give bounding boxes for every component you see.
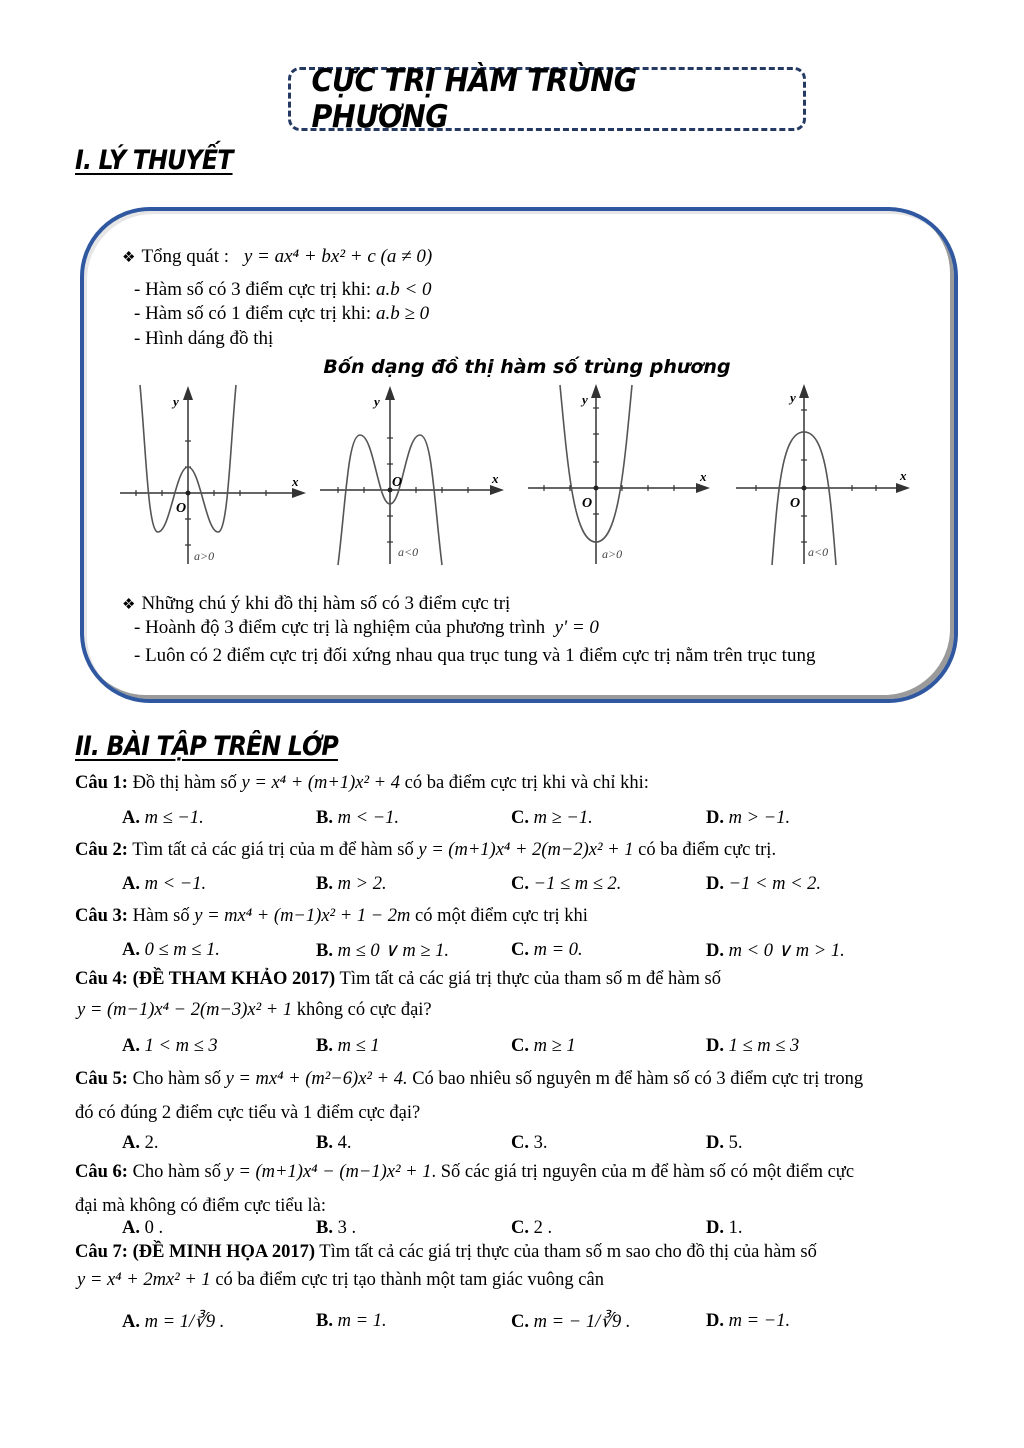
section1-heading: I. LÝ THUYẾT [75, 145, 233, 176]
graph-label: a>0 [194, 549, 215, 563]
option-7a[interactable]: A. m = 1/∛9 . [122, 1312, 225, 1332]
origin-label: O [392, 475, 403, 490]
y-arrow-icon [799, 384, 809, 398]
option-3b[interactable]: B. m ≤ 0 ∨ m ≥ 1. [316, 941, 450, 961]
question-source: (ĐỀ MINH HỌA 2017) [132, 1242, 315, 1262]
x-label: x [700, 469, 707, 484]
option-6b[interactable]: B. 3 . [316, 1218, 357, 1238]
option-7c[interactable]: C. m = − 1/∛9 . [511, 1312, 631, 1332]
y-arrow-icon [385, 386, 395, 400]
one-extremum-line: - Hàm số có 1 điểm cực trị khi: a.b ≥ 0 [134, 303, 430, 324]
graph-n-shape [732, 380, 922, 568]
x-arrow-icon [696, 483, 710, 493]
origin-label: O [582, 496, 593, 511]
x-label: x [292, 474, 299, 489]
general-line [122, 246, 432, 268]
option-6d[interactable]: D. 1. [706, 1218, 743, 1238]
x-label: x [492, 471, 499, 486]
option-5c[interactable]: C. 3. [511, 1133, 548, 1153]
origin-label: O [790, 496, 801, 511]
diamond-bullet-icon: ❖ [122, 250, 136, 266]
notes-title-line [122, 593, 510, 615]
question-formula: y = mx⁴ + (m²−6)x² + 4. [225, 1069, 408, 1089]
graph-label: a>0 [602, 547, 623, 561]
option-5d[interactable]: D. 5. [706, 1133, 743, 1153]
question-5-line2: đó có đúng 2 điểm cực tiểu và 1 điểm cực đại? [75, 1103, 421, 1123]
option-7b[interactable]: B. m = 1. [316, 1311, 387, 1331]
general-formula: y = ax⁴ + bx² + c (a ≠ 0) [243, 246, 433, 267]
option-2b[interactable]: B. m > 2. [316, 874, 387, 894]
option-2a[interactable]: A. m < −1. [122, 874, 207, 894]
question-formula: y = x⁴ + 2mx² + 1 [77, 1270, 211, 1290]
graphs-title: Bốn dạng đồ thị hàm số trùng phương [323, 356, 731, 378]
question-1: Câu 1: Đồ thị hàm số y = x⁴ + (m+1)x² + 4 có ba điểm cực trị khi và chỉ khi: [75, 773, 649, 793]
condition-one: a.b ≥ 0 [375, 303, 430, 324]
shape-line: - Hình dáng đồ thị [134, 328, 274, 349]
question-formula: y = (m+1)x⁴ − (m−1)x² + 1 [225, 1162, 432, 1182]
three-extrema-line: - Hàm số có 3 điểm cực trị khi: a.b < 0 [134, 279, 432, 300]
question-6: Câu 6: Cho hàm số y = (m+1)x⁴ − (m−1)x² + 1. Số các giá trị nguyên của m để hàm số có một điểm cực [75, 1162, 855, 1182]
question-formula: y = x⁴ + (m+1)x² + 4 [241, 773, 400, 793]
option-1b[interactable]: B. m < −1. [316, 808, 400, 828]
option-1d[interactable]: D. m > −1. [706, 808, 791, 828]
question-6-line2: đại mà không có điểm cực tiểu là: [75, 1196, 326, 1216]
question-2: Câu 2: Tìm tất cả các giá trị của m để hàm số y = (m+1)x⁴ + 2(m−2)x² + 1 có ba điểm cực trị. [75, 840, 777, 860]
option-1c[interactable]: C. m ≥ −1. [511, 808, 593, 828]
condition-three: a.b < 0 [375, 279, 432, 300]
graph-label: a<0 [398, 545, 419, 559]
option-3c[interactable]: C. m = 0. [511, 940, 583, 960]
note-2: - Luôn có 2 điểm cực trị đối xứng nhau qua trục tung và 1 điểm cực trị nằm trên trục tung [134, 645, 816, 666]
question-formula: y = (m+1)x⁴ + 2(m−2)x² + 1 [418, 840, 634, 860]
option-4b[interactable]: B. m ≤ 1 [316, 1036, 380, 1056]
option-5a[interactable]: A. 2. [122, 1133, 159, 1153]
option-3a[interactable]: A. 0 ≤ m ≤ 1. [122, 940, 220, 960]
y-arrow-icon [183, 386, 193, 400]
question-7-line2: y = x⁴ + 2mx² + 1 có ba điểm cực trị tạo thành một tam giác vuông cân [77, 1270, 604, 1290]
option-6a[interactable]: A. 0 . [122, 1218, 164, 1238]
option-7d[interactable]: D. m = −1. [706, 1311, 791, 1331]
option-4c[interactable]: C. m ≥ 1 [511, 1036, 576, 1056]
page-title: CỰC TRỊ HÀM TRÙNG PHƯƠNG [311, 63, 637, 135]
y-label: y [582, 392, 588, 407]
option-3d[interactable]: D. m < 0 ∨ m > 1. [706, 941, 845, 961]
y-arrow-icon [591, 384, 601, 398]
x-label: x [900, 468, 907, 483]
x-arrow-icon [896, 483, 910, 493]
section2-heading: II. BÀI TẬP TRÊN LỚP [75, 731, 338, 762]
question-7: Câu 7: (ĐỀ MINH HỌA 2017) Tìm tất cả các giá trị thực của tham số m sao cho đồ thị của hàm số [75, 1242, 817, 1262]
origin-label: O [176, 501, 187, 516]
option-5b[interactable]: B. 4. [316, 1133, 352, 1153]
option-4d[interactable]: D. 1 ≤ m ≤ 3 [706, 1036, 800, 1056]
note-formula: y' = 0 [554, 617, 599, 638]
general-label: Tổng quát : [141, 246, 230, 267]
x-arrow-icon [292, 488, 306, 498]
option-2d[interactable]: D. −1 < m < 2. [706, 874, 822, 894]
option-2c[interactable]: C. −1 ≤ m ≤ 2. [511, 874, 622, 894]
option-4a[interactable]: A. 1 < m ≤ 3 [122, 1036, 218, 1056]
option-1a[interactable]: A. m ≤ −1. [122, 808, 204, 828]
question-formula: y = (m−1)x⁴ − 2(m−3)x² + 1 [77, 1000, 293, 1020]
y-label: y [173, 394, 179, 409]
diamond-bullet-icon: ❖ [122, 597, 136, 613]
note-1: - Hoành độ 3 điểm cực trị là nghiệm của phương trình y' = 0 [134, 617, 599, 638]
question-source: (ĐỀ THAM KHẢO 2017) [132, 969, 336, 989]
title-box [288, 63, 806, 135]
question-4: Câu 4: (ĐỀ THAM KHẢO 2017) Tìm tất cả các giá trị thực của tham số m để hàm số [75, 969, 721, 989]
x-arrow-icon [490, 485, 504, 495]
y-label: y [790, 390, 796, 405]
graph-w-shape [118, 380, 308, 568]
question-formula: y = mx⁴ + (m−1)x² + 1 − 2m [194, 906, 411, 926]
question-5: Câu 5: Cho hàm số y = mx⁴ + (m²−6)x² + 4. Có bao nhiêu số nguyên m để hàm số có 3 điểm cực trị trong [75, 1069, 864, 1089]
question-3: Câu 3: Hàm số y = mx⁴ + (m−1)x² + 1 − 2m có một điểm cực trị khi [75, 906, 588, 926]
notes-title: Những chú ý khi đồ thị hàm số có 3 điểm cực trị [141, 593, 511, 614]
graph-u-shape [524, 380, 714, 568]
graph-label: a<0 [808, 545, 829, 559]
question-4-line2: y = (m−1)x⁴ − 2(m−3)x² + 1 không có cực đại? [77, 1000, 432, 1020]
option-6c[interactable]: C. 2 . [511, 1218, 553, 1238]
graph-m-shape [318, 380, 508, 568]
y-label: y [374, 394, 380, 409]
